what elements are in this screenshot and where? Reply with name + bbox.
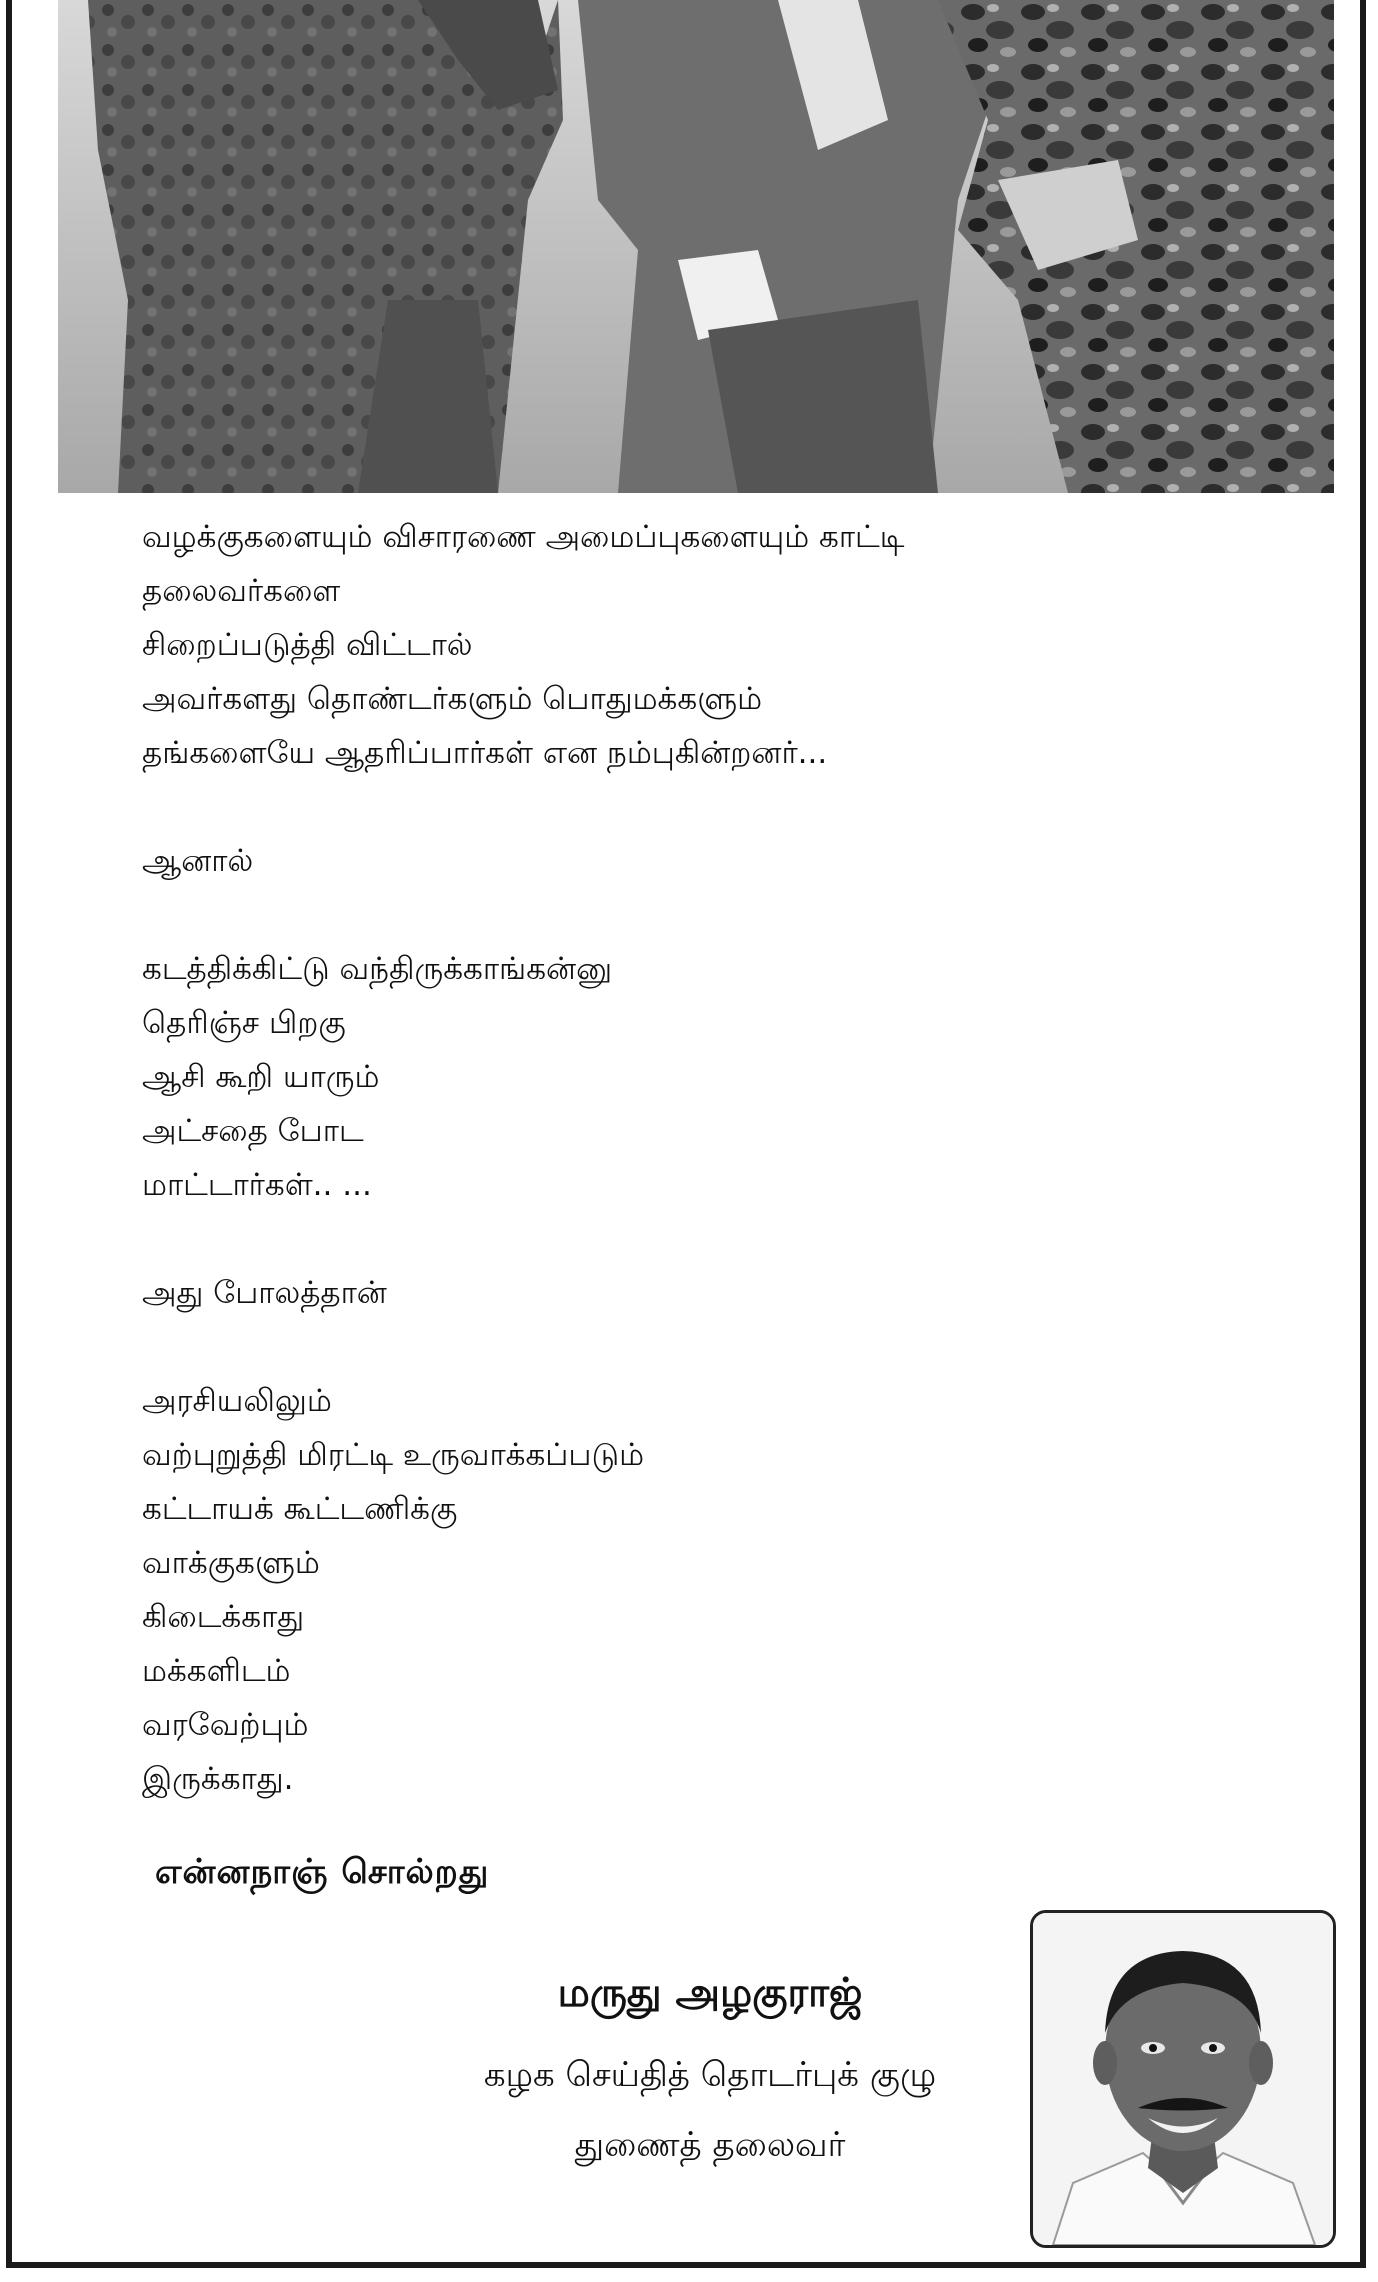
poem-line: அட்சதை போட bbox=[142, 1113, 364, 1149]
poem-line: சிறைப்படுத்தி விட்டால் bbox=[142, 627, 473, 663]
poem-line: ஆனால் bbox=[142, 843, 254, 879]
stanza-gap bbox=[142, 888, 1142, 942]
author-portrait bbox=[1030, 1910, 1336, 2248]
poem-line: வாக்குகளும் bbox=[142, 1545, 320, 1581]
poem-line: தெரிஞ்ச பிறகு bbox=[142, 1005, 346, 1041]
author-role-line1: கழக செய்தித் தொடர்புக் குழு bbox=[483, 2055, 937, 2095]
poem-line: மக்களிடம் bbox=[142, 1653, 291, 1689]
poem-line: மாட்டார்கள்.. ... bbox=[142, 1167, 372, 1203]
author-role-line2: துணைத் தலைவர் bbox=[574, 2125, 846, 2165]
poem-line: கடத்திக்கிட்டு வந்திருக்காங்கன்னு bbox=[142, 951, 613, 987]
poem-line: அரசியலிலும் bbox=[142, 1383, 332, 1419]
poem-line: அவர்களது தொண்டர்களும் பொதுமக்களும் bbox=[142, 681, 763, 717]
poem-line: வரவேற்பும் bbox=[142, 1707, 309, 1743]
group-photo-image bbox=[58, 0, 1334, 493]
poem-body bbox=[142, 510, 1142, 1806]
poem-line: தங்களையே ஆதரிப்பார்கள் என நம்புகின்றனர்... bbox=[142, 735, 828, 771]
author-photo-image bbox=[1033, 1913, 1333, 2245]
poem-line: ஆசி கூறி யாரும் bbox=[142, 1059, 380, 1095]
poem-line: வழக்குகளையும் விசாரணை அமைப்புகளையும் காட்டி bbox=[142, 519, 905, 555]
stanza-gap bbox=[142, 780, 1142, 834]
stanza-gap bbox=[142, 1212, 1142, 1266]
poem-line: இருக்காது. bbox=[142, 1761, 294, 1797]
stanza-gap bbox=[142, 1320, 1142, 1374]
tagline: என்னநாஞ் சொல்றது bbox=[155, 1852, 490, 1892]
poem-line: தலைவர்களை bbox=[142, 573, 341, 609]
poem-line: கட்டாயக் கூட்டணிக்கு bbox=[142, 1491, 458, 1527]
top-photo bbox=[58, 0, 1334, 493]
poem-line: கிடைக்காது bbox=[142, 1599, 305, 1635]
poem-line: வற்புறுத்தி மிரட்டி உருவாக்கப்படும் bbox=[142, 1437, 645, 1473]
poem-line: அது போலத்தான் bbox=[142, 1275, 387, 1311]
author-name: மருது அழகுராஜ் bbox=[557, 1970, 863, 2016]
